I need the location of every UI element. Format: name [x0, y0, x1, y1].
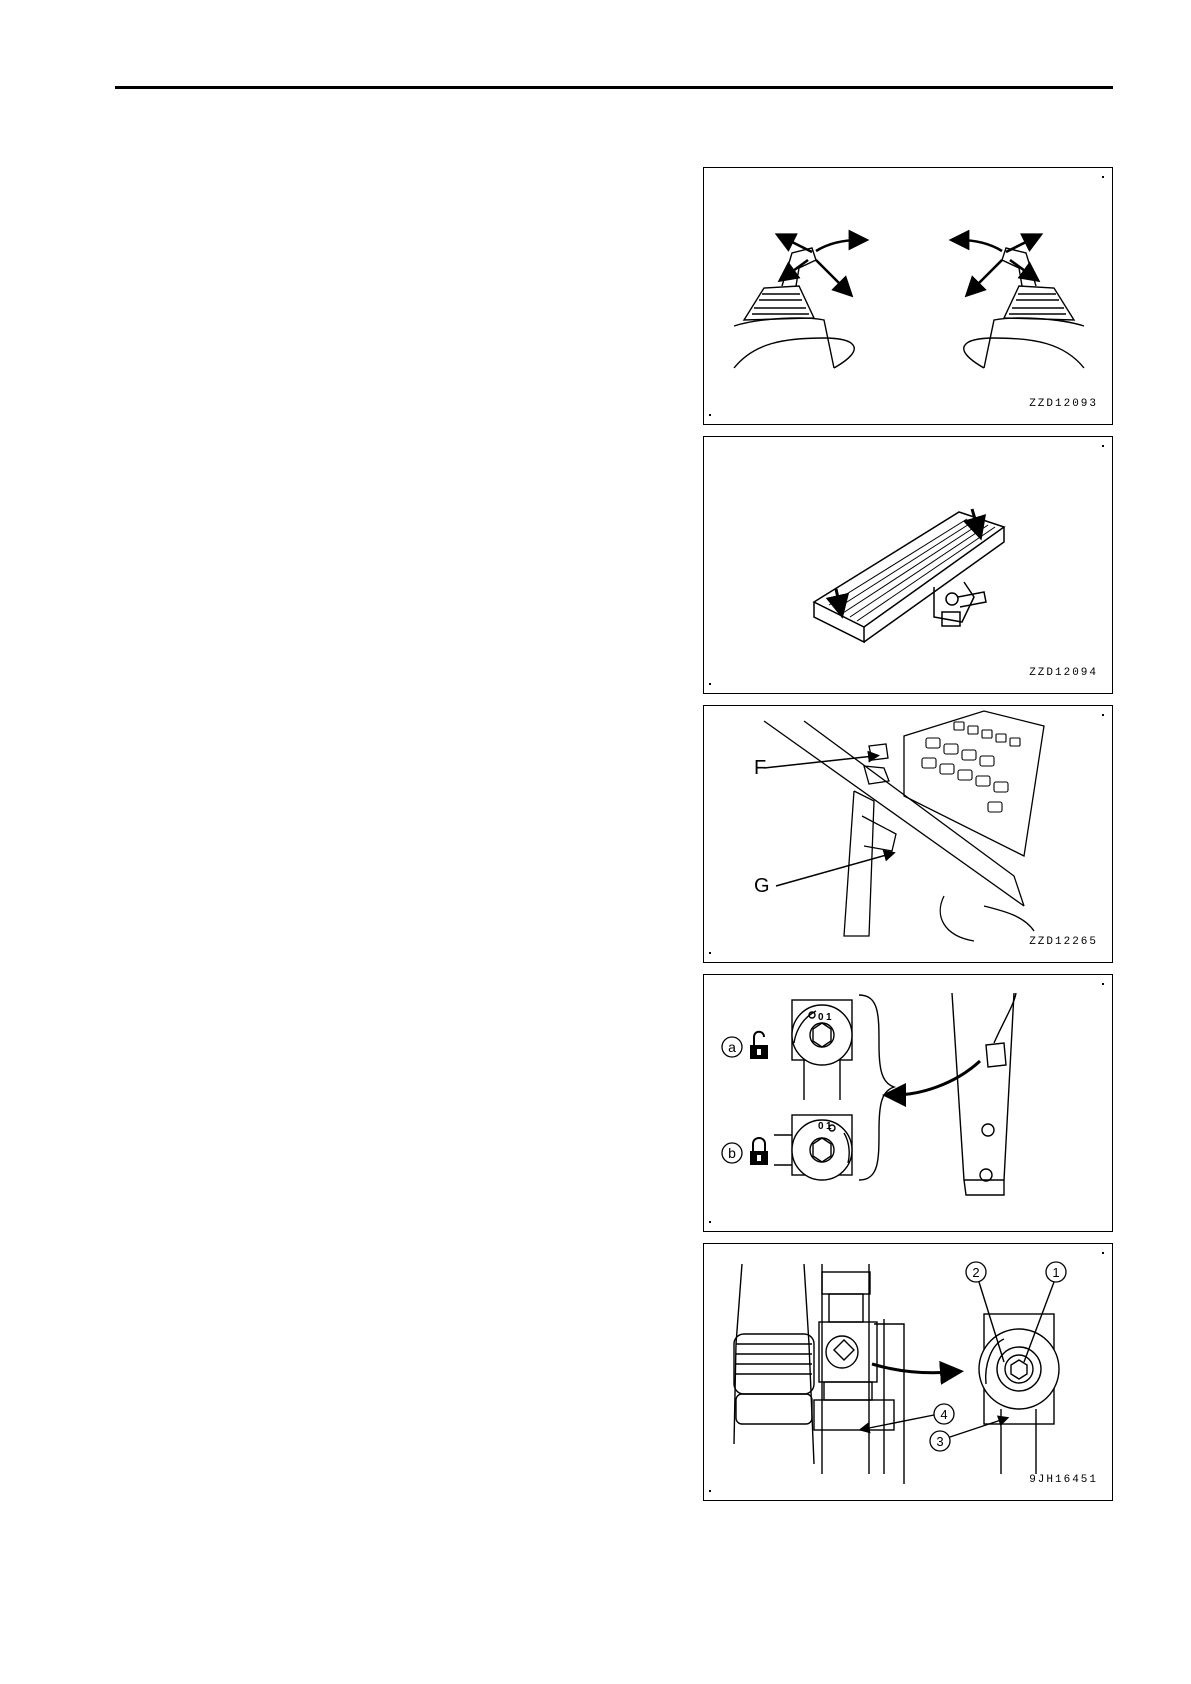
svg-text:1: 1 — [1052, 1265, 1060, 1280]
dial-top-one: 1 — [826, 1012, 832, 1023]
figure-control-levers — [703, 167, 1113, 425]
header-rule — [115, 86, 1113, 89]
right-lever-icon — [959, 238, 1084, 368]
figure-pedal — [703, 436, 1113, 694]
locked-label — [722, 1143, 742, 1163]
pedal-icon — [814, 512, 1004, 642]
dial-bottom-one: 1 — [826, 1121, 832, 1132]
panel-illustration — [704, 706, 1114, 964]
svg-text:3: 3 — [936, 1434, 944, 1449]
figure-panel-fg — [703, 705, 1113, 963]
figure-code: ZZD12265 — [1029, 936, 1098, 948]
left-lever-icon — [734, 238, 859, 368]
svg-text:4: 4 — [940, 1407, 948, 1422]
control-levers-illustration — [704, 168, 1114, 426]
label-g: G — [754, 875, 770, 897]
callout-3 — [930, 1431, 950, 1451]
lock-switch-illustration — [704, 975, 1114, 1233]
unlocked-label — [722, 1037, 742, 1057]
figure-code: ZZD12093 — [1029, 398, 1098, 410]
pedal-illustration — [704, 437, 1114, 695]
figure-code: 9JH16451 — [1029, 1474, 1098, 1486]
callout-4 — [934, 1404, 954, 1424]
label-f: F — [754, 757, 767, 779]
unlock-icon — [750, 1032, 768, 1059]
valve-illustration — [704, 1244, 1114, 1502]
valve-icon — [734, 1264, 1059, 1484]
dial-top-zero: 0 — [818, 1012, 824, 1023]
panel-icon — [764, 711, 1044, 941]
svg-text:a: a — [728, 1039, 736, 1055]
svg-text:2: 2 — [972, 1265, 980, 1280]
lock-icon — [750, 1138, 768, 1165]
figure-lock-switch — [703, 974, 1113, 1232]
dial-bottom-zero: 0 — [818, 1121, 824, 1132]
callout-2 — [966, 1262, 986, 1282]
figure-code: ZZD12094 — [1029, 667, 1098, 679]
svg-text:b: b — [728, 1145, 736, 1161]
figure-valve — [703, 1243, 1113, 1501]
callout-1 — [1046, 1262, 1066, 1282]
